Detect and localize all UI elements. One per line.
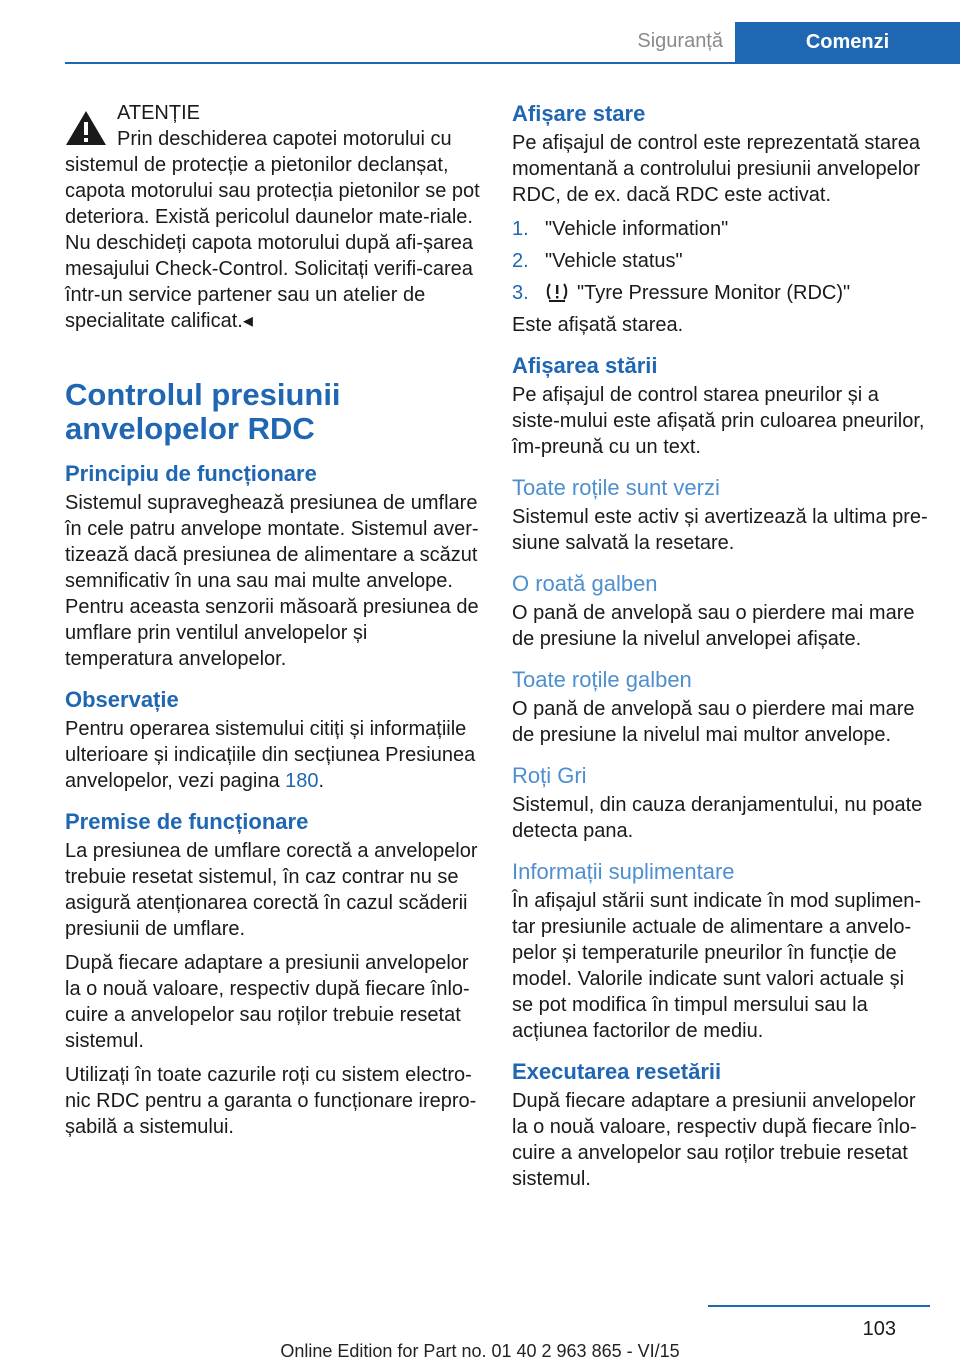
display-text: Pe afișajul de control starea pneurilor și a siste‐mului este afișată prin culoarea pneurilor, îm‐preună cu un text. — [512, 384, 925, 458]
list-item — [512, 280, 930, 306]
principle-text: Sistemul supraveghează presiunea de umflare în cele patru anvelope montate. Sistemul aver‐tizează dacă presiunea de alimentare a scăzut semnificativ în una sau mai multe anvelope. Pentru aceasta senzorii măsoară presiunea de umflare prin ventilul anvelopelor și temperatura anvelopelor. — [65, 492, 479, 670]
gray-text: Sistemul, din cauza deranjamentului, nu poate detecta pana. — [512, 794, 923, 842]
extra-heading: Informații suplimentare — [512, 859, 735, 884]
green-text: Sistemul este activ și avertizează la ultima pre‐siune salvată la resetare. — [512, 506, 928, 554]
tire-pressure-icon — [545, 281, 569, 303]
one-yellow-text: O pană de anvelopă sau o pierdere mai mare de presiune la nivelul anvelopei afișate. — [512, 602, 915, 650]
green-heading: Toate roțile sunt verzi — [512, 475, 720, 500]
list-item — [512, 248, 930, 274]
gray-heading: Roți Gri — [512, 763, 587, 788]
step-number: 1. — [512, 218, 529, 240]
footer-rule — [708, 1305, 930, 1307]
list-item — [512, 216, 930, 242]
warning-text: sistemul de protecție a pietonilor declanșat, capota motorului sau protecția pietonilor se pot deteriora. Există pericolul daunelor mate‐riale. Nu deschideți capota motorului după afi‐șarea mesajului Check-Control. Solicitați verifi‐carea într-un service partener sau un atelier de specialitate calificat.◂ — [65, 154, 480, 332]
step-number: 3. — [512, 282, 529, 304]
prereq-paragraph-2: După fiecare adaptare a presiunii anvelopelor la o nouă valoare, respectiv după fiecare înlo‐cuire a anvelopelor sau roților trebuie resetat sistemul. — [65, 952, 470, 1052]
section-tab-safety[interactable]: Siguranță — [637, 30, 723, 52]
all-yellow-heading: Toate roțile galben — [512, 667, 692, 692]
step-number: 2. — [512, 250, 529, 272]
warning-block — [65, 100, 480, 334]
reset-heading: Executarea resetării — [512, 1059, 722, 1084]
note-heading: Observație — [65, 687, 179, 712]
status-heading: Afișare stare — [512, 101, 646, 126]
principle-heading: Principiu de funcționare — [65, 461, 317, 486]
extra-text: În afișajul stării sunt indicate în mod suplimen‐tar presiunile actuale de alimentare a anvelo‐pelor și temperaturile pneurilor în funcție de model. Valorile indicate sunt valori actuale și se pot modifica în timpul mersului sau la acțiunea factorilor de mediu. — [512, 890, 922, 1042]
left-column — [65, 100, 480, 1148]
display-heading: Afișarea stării — [512, 353, 658, 378]
edition-footer: Online Edition for Part no. 01 40 2 963 865 - VI/15 — [280, 1341, 680, 1361]
step-text: "Vehicle status" — [545, 250, 683, 272]
step-text: "Vehicle information" — [545, 218, 729, 240]
status-after-text: Este afișată starea. — [512, 314, 684, 336]
main-heading: Controlul presiunii anvelopelor RDC — [65, 377, 341, 446]
section-tab-controls[interactable]: Comenzi — [735, 22, 960, 62]
steps-list — [512, 216, 930, 306]
warning-triangle-icon — [65, 110, 107, 146]
one-yellow-heading: O roată galben — [512, 571, 658, 596]
prereq-heading: Premise de funcționare — [65, 809, 309, 834]
page-link[interactable]: 180 — [285, 770, 319, 792]
reset-text: După fiecare adaptare a presiunii anvelopelor la o nouă valoare, respectiv după fiecare înlo‐cuire a anvelopelor sau roților trebuie resetat sistemul. — [512, 1090, 917, 1190]
warning-title: ATENȚIE — [117, 102, 200, 124]
note-paragraph: Pentru operarea sistemului citiți și informațiile ulterioare și indicațiile din secțiunea Presiunea anvelopelor, vezi pagina 180. — [65, 718, 476, 792]
page-number: 103 — [862, 1318, 896, 1340]
note-text: Pentru operarea sistemului citiți și informațiile ulterioare și indicațiile din secțiunea Presiunea anvelopelor, vezi pagina — [65, 718, 476, 792]
all-yellow-text: O pană de anvelopă sau o pierdere mai mare de presiune la nivelul mai multor anvelope. — [512, 698, 915, 746]
warning-first-line: Prin deschiderea capotei motorului cu — [117, 128, 452, 150]
right-column — [512, 100, 930, 1200]
status-text: Pe afișajul de control este reprezentată starea momentană a controlului presiunii anvelopelor RDC, de ex. dacă RDC este activat. — [512, 132, 921, 206]
prereq-paragraph-3: Utilizați în toate cazurile roți cu sistem electro‐nic RDC pentru a garanta o funcționare irepro‐șabilă a sistemului. — [65, 1064, 477, 1138]
page-header — [65, 22, 960, 64]
prereq-paragraph-1: La presiunea de umflare corectă a anvelopelor trebuie resetat sistemul, în caz contrar nu se asigură atenționarea corectă în cazul scăderii presiunii de umflare. — [65, 840, 478, 940]
step-text: "Tyre Pressure Monitor (RDC)" — [577, 282, 851, 304]
